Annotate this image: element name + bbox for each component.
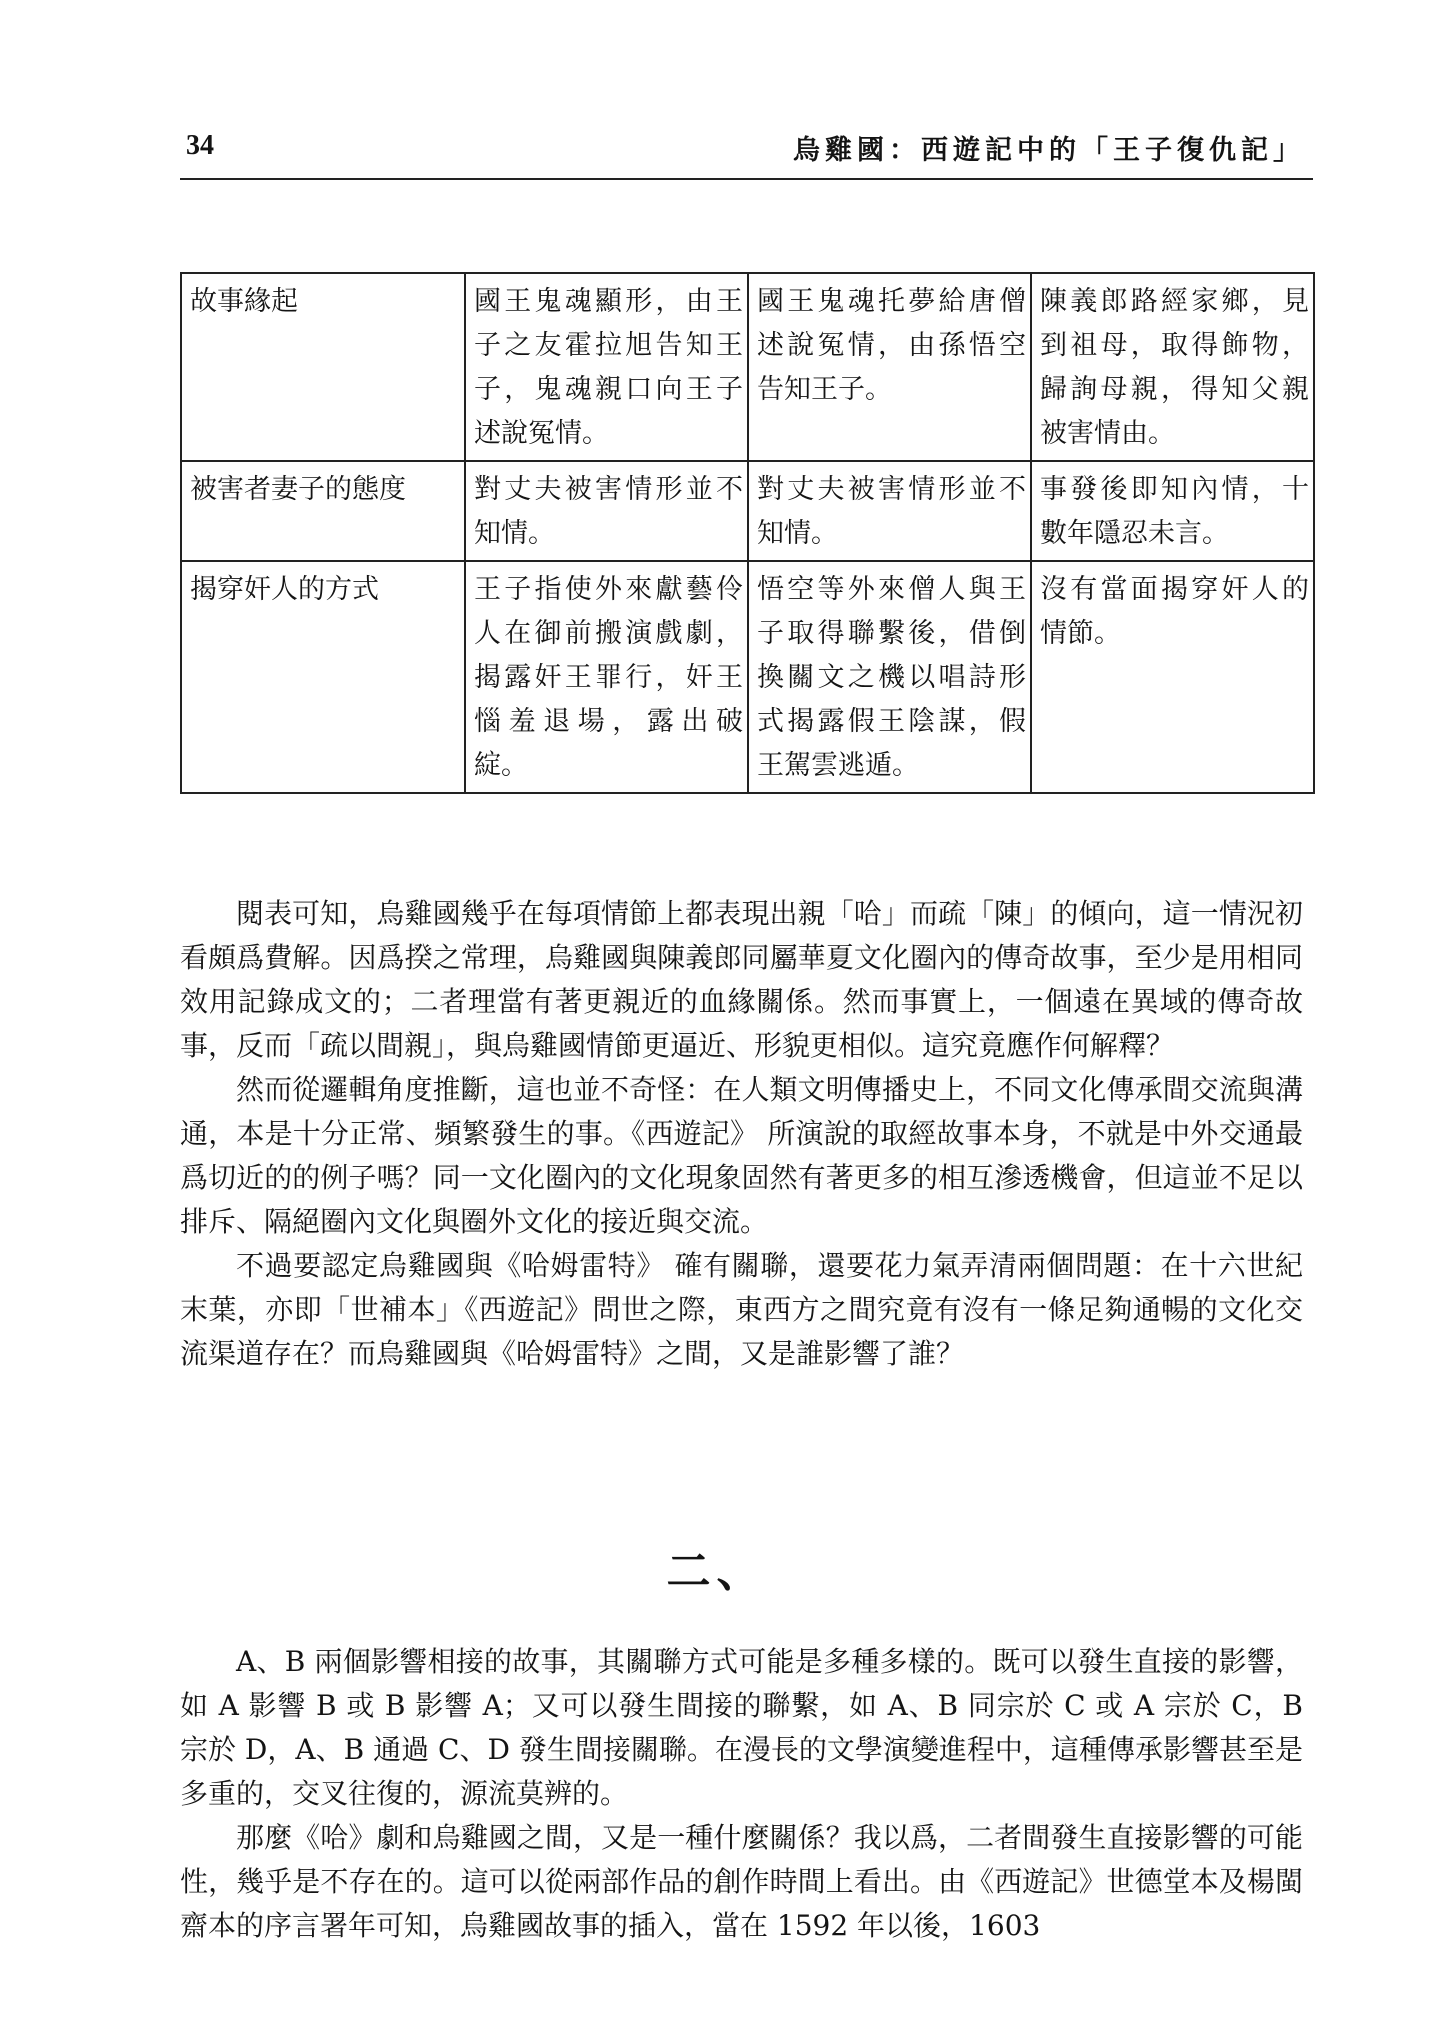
page-number: 34 [186, 130, 214, 161]
section-heading: 二、 [666, 1546, 767, 1597]
row-label-cell: 揭穿奸人的方式 [181, 561, 465, 793]
paragraph: 閱表可知，烏雞國幾乎在每項情節上都表現出親「哈」而疏「陳」的傾向，這一情況初看頗爲費解。因爲揆之常理，烏雞國與陳義郎同屬華夏文化圈內的傳奇故事，至少是用相同效用記錄成文的；二者理當有著更親近的血緣關係。然而事實上，一個遠在異域的傳奇故事，反而「疏以間親」，與烏雞國情節更逼近、形貌更相似。這究竟應作何解釋？ [180, 897, 1303, 1062]
table-cell: 國王鬼魂顯形，由王子之友霍拉旭告知王子，鬼魂親口向王子述說冤情。 [465, 273, 748, 461]
table-cell: 事發後即知內情，十數年隱忍未言。 [1031, 461, 1314, 561]
table-row [181, 561, 1314, 793]
header-rule [180, 178, 1313, 180]
paragraph: 那麼《哈》劇和烏雞國之間，又是一種什麼關係？我以爲，二者間發生直接影響的可能性，幾乎是不存在的。這可以從兩部作品的創作時間上看出。由《西遊記》世德堂本及楊閩齋本的序言署年可知，烏雞國故事的插入，當在 1592 年以後，1603 [180, 1821, 1303, 1942]
comparison-table [180, 272, 1315, 794]
paragraph: A、B 兩個影響相接的故事，其關聯方式可能是多種多樣的。既可以發生直接的影響，如 A 影響 B 或 B 影響 A；又可以發生間接的聯繫，如 A、B 同宗於 C 或 A 宗於 C，B 宗於 D，A、B 通過 C、D 發生間接關聯。在漫長的文學演變進程中，這種傳承影響甚至是多重的，交叉往復的，源流莫辨的。 [180, 1645, 1303, 1810]
table-row [181, 273, 1314, 461]
table-cell: 陳義郎路經家鄉，見到祖母，取得飾物，歸詢母親，得知父親被害情由。 [1031, 273, 1314, 461]
body-text-lower [180, 1640, 1303, 1948]
row-label-cell: 故事緣起 [181, 273, 465, 461]
body-text-upper [180, 892, 1303, 1376]
table-row [181, 461, 1314, 561]
table-cell: 悟空等外來僧人與王子取得聯繫後，借倒換關文之機以唱詩形式揭露假王陰謀，假王駕雲逃遁。 [748, 561, 1031, 793]
table-cell: 對丈夫被害情形並不知情。 [465, 461, 748, 561]
paragraph: 然而從邏輯角度推斷，這也並不奇怪：在人類文明傳播史上，不同文化傳承間交流與溝通，本是十分正常、頻繁發生的事。《西遊記》 所演說的取經故事本身，不就是中外交通最爲切近的的例子嗎？同一文化圈內的文化現象固然有著更多的相互滲透機會，但這並不足以排斥、隔絕圈內文化與圈外文化的接近與交流。 [180, 1073, 1303, 1238]
table-cell: 沒有當面揭穿奸人的情節。 [1031, 561, 1314, 793]
running-header-title: 烏雞國：西遊記中的「王子復仇記」 [793, 135, 1305, 166]
table-cell: 國王鬼魂托夢給唐僧述說冤情，由孫悟空告知王子。 [748, 273, 1031, 461]
table-cell: 王子指使外來獻藝伶人在御前搬演戲劇，揭露奸王罪行，奸王惱羞退場，露出破綻。 [465, 561, 748, 793]
row-label-cell: 被害者妻子的態度 [181, 461, 465, 561]
paragraph: 不過要認定烏雞國與《哈姆雷特》 確有關聯，還要花力氣弄清兩個問題：在十六世紀末葉，亦即「世補本」《西遊記》問世之際，東西方之間究竟有沒有一條足夠通暢的文化交流渠道存在？而烏雞國與《哈姆雷特》之間，又是誰影響了誰？ [180, 1249, 1303, 1370]
table-cell: 對丈夫被害情形並不知情。 [748, 461, 1031, 561]
